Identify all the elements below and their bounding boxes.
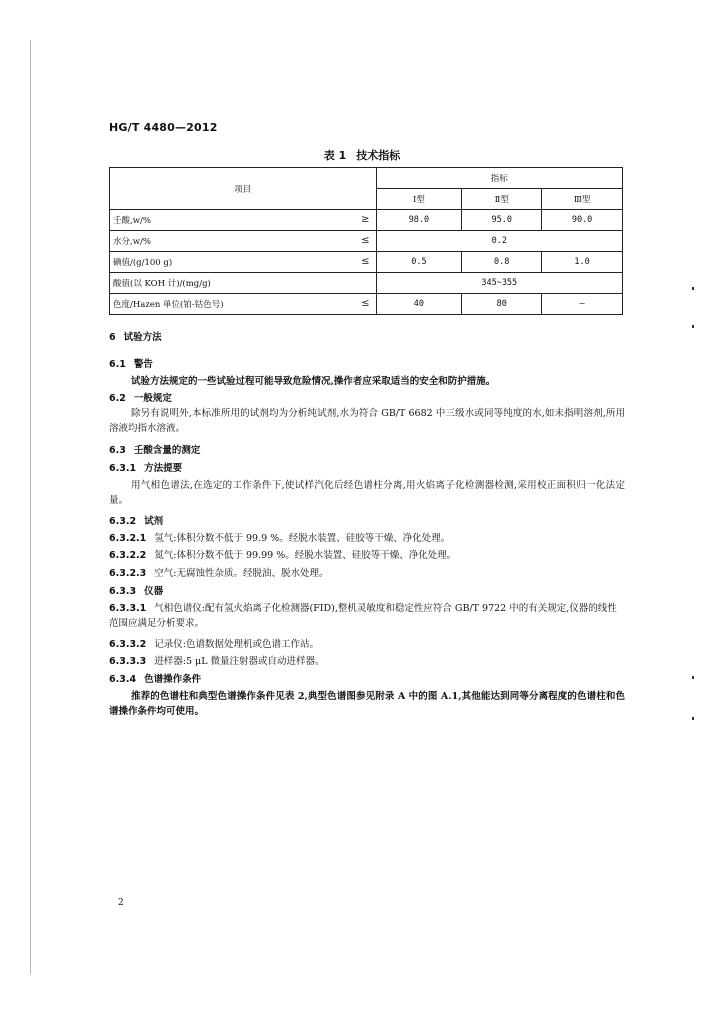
section-number: 6 <box>109 332 116 343</box>
row-item-label: 壬酸,w/% <box>113 216 151 226</box>
clause-text: 气相色谱仪:配有氢火焰离子化检测器(FID),整机灵敏度和稳定性应符合 GB/T 9722 中的有关规定,仪器的线性范围应满足分析要求。 <box>109 603 617 629</box>
scan-speck <box>692 717 694 720</box>
table-row <box>110 294 623 315</box>
document-number: HG/T 4480—2012 <box>109 121 218 134</box>
row-item-cell <box>110 252 377 273</box>
section-title: 警告 <box>133 359 153 370</box>
clause-text: 记录仪:色谱数据处理机或色谱工作站。 <box>154 639 319 650</box>
comparison-symbol: ≤ <box>361 256 370 267</box>
section-6-3-1-heading <box>109 461 625 476</box>
scan-speck <box>692 287 694 290</box>
section-title: 一般规定 <box>133 393 172 404</box>
value-type-1: 40 <box>376 294 462 315</box>
section-number: 6.3.2 <box>109 516 137 527</box>
header-type-3: Ⅲ型 <box>542 189 623 210</box>
value-all-types: 345~355 <box>376 273 622 294</box>
header-type-2: Ⅱ型 <box>462 189 542 210</box>
row-item-cell <box>110 294 377 315</box>
scan-speck <box>692 676 694 679</box>
section-title: 试验方法 <box>123 332 162 343</box>
section-6-2-text: 除另有说明外,本标准所用的试剂均为分析纯试剂,水为符合 GB/T 6682 中三级水或同等纯度的水,如未指明溶剂,所用溶液均指水溶液。 <box>109 408 625 434</box>
table-caption <box>280 147 444 163</box>
row-item-label: 色度/Hazen 单位(铂-钴色号) <box>113 300 224 310</box>
value-type-2: 0.8 <box>462 252 542 273</box>
row-item-cell <box>110 210 377 231</box>
section-6-3-2-1 <box>109 531 625 546</box>
section-6-3-3-1 <box>109 601 625 631</box>
comparison-symbol: ≤ <box>361 298 370 309</box>
clause-text: 氢气:体积分数不低于 99.9 %。经脱水装置、硅胶等干燥、净化处理。 <box>154 533 451 544</box>
clause-number: 6.3.3.2 <box>109 639 147 650</box>
clause-text: 进样器:5 μL 微量注射器或自动进样器。 <box>154 656 325 667</box>
section-6-3-2-heading <box>109 514 625 529</box>
technical-indicator-table <box>109 167 623 315</box>
clause-number: 6.3.2.1 <box>109 533 147 544</box>
section-number: 6.3.3 <box>109 586 137 597</box>
section-number: 6.3 <box>109 445 126 456</box>
section-6-3-2-2 <box>109 548 625 563</box>
value-type-3: 90.0 <box>542 210 623 231</box>
value-type-1: 98.0 <box>376 210 462 231</box>
table-row <box>110 231 623 252</box>
value-type-3: 1.0 <box>542 252 623 273</box>
section-title: 壬酸含量的测定 <box>133 445 201 456</box>
scan-edge-line <box>30 40 31 975</box>
row-item-label: 水分,w/% <box>113 237 151 247</box>
table-caption-number: 表 1 <box>323 149 347 162</box>
clause-text: 空气:无腐蚀性杂质。经脱油、脱水处理。 <box>154 568 329 579</box>
value-type-3: — <box>542 294 623 315</box>
section-number: 6.2 <box>109 393 126 404</box>
section-6-1-heading <box>109 357 625 372</box>
row-item-cell <box>110 273 377 294</box>
section-6-1-text: 试验方法规定的一些试验过程可能导致危险情况,操作者应采取适当的安全和防护措施。 <box>131 376 496 387</box>
value-type-2: 80 <box>462 294 542 315</box>
row-item-label: 酸值(以 KOH 计)/(mg/g) <box>113 279 211 289</box>
clause-number: 6.3.3.1 <box>109 603 147 614</box>
section-number: 6.3.1 <box>109 463 137 474</box>
table-caption-title: 技术指标 <box>356 149 401 162</box>
header-type-1: Ⅰ型 <box>376 189 462 210</box>
clause-number: 6.3.3.3 <box>109 656 147 667</box>
section-6-heading <box>109 330 625 345</box>
clause-number: 6.3.2.2 <box>109 550 147 561</box>
table-row <box>110 210 623 231</box>
table-row <box>110 252 623 273</box>
value-all-types: 0.2 <box>376 231 622 252</box>
section-number: 6.1 <box>109 359 126 370</box>
section-6-3-4-text: 推荐的色谱柱和典型色谱操作条件见表 2,典型色谱图参见附录 A 中的图 A.1,其他能达到同等分离程度的色谱柱和色谱操作条件均可使用。 <box>109 691 625 717</box>
section-title: 色谱操作条件 <box>144 674 202 685</box>
value-type-1: 0.5 <box>376 252 462 273</box>
section-title: 试剂 <box>144 516 164 527</box>
section-6-3-3-3 <box>109 654 625 669</box>
clause-text: 氮气:体积分数不低于 99.99 %。经脱水装置、硅胶等干燥、净化处理。 <box>154 550 457 561</box>
comparison-symbol: ≤ <box>361 235 370 246</box>
comparison-symbol: ≥ <box>361 214 370 225</box>
clause-number: 6.3.2.3 <box>109 568 147 579</box>
section-6-3-3-2 <box>109 637 625 652</box>
row-item-cell <box>110 231 377 252</box>
page-number: 2 <box>118 898 124 908</box>
header-item: 项目 <box>110 168 377 210</box>
scan-speck <box>692 325 694 328</box>
row-item-label: 碘值/(g/100 g) <box>113 258 173 268</box>
header-indicator: 指标 <box>376 168 622 189</box>
section-6-2-heading <box>109 391 625 406</box>
table-row <box>110 273 623 294</box>
section-6-3-4-heading <box>109 672 625 687</box>
section-number: 6.3.4 <box>109 674 137 685</box>
section-6-3-3-heading <box>109 584 625 599</box>
section-title: 仪器 <box>144 586 164 597</box>
section-title: 方法提要 <box>144 463 183 474</box>
section-6-3-1-text: 用气相色谱法,在选定的工作条件下,使试样汽化后经色谱柱分离,用火焰离子化检测器检测,采用校正面积归一化法定量。 <box>109 480 625 506</box>
table-header-row <box>110 168 623 189</box>
section-6-3-heading <box>109 443 625 458</box>
value-type-2: 95.0 <box>462 210 542 231</box>
section-6-3-2-3 <box>109 566 625 581</box>
